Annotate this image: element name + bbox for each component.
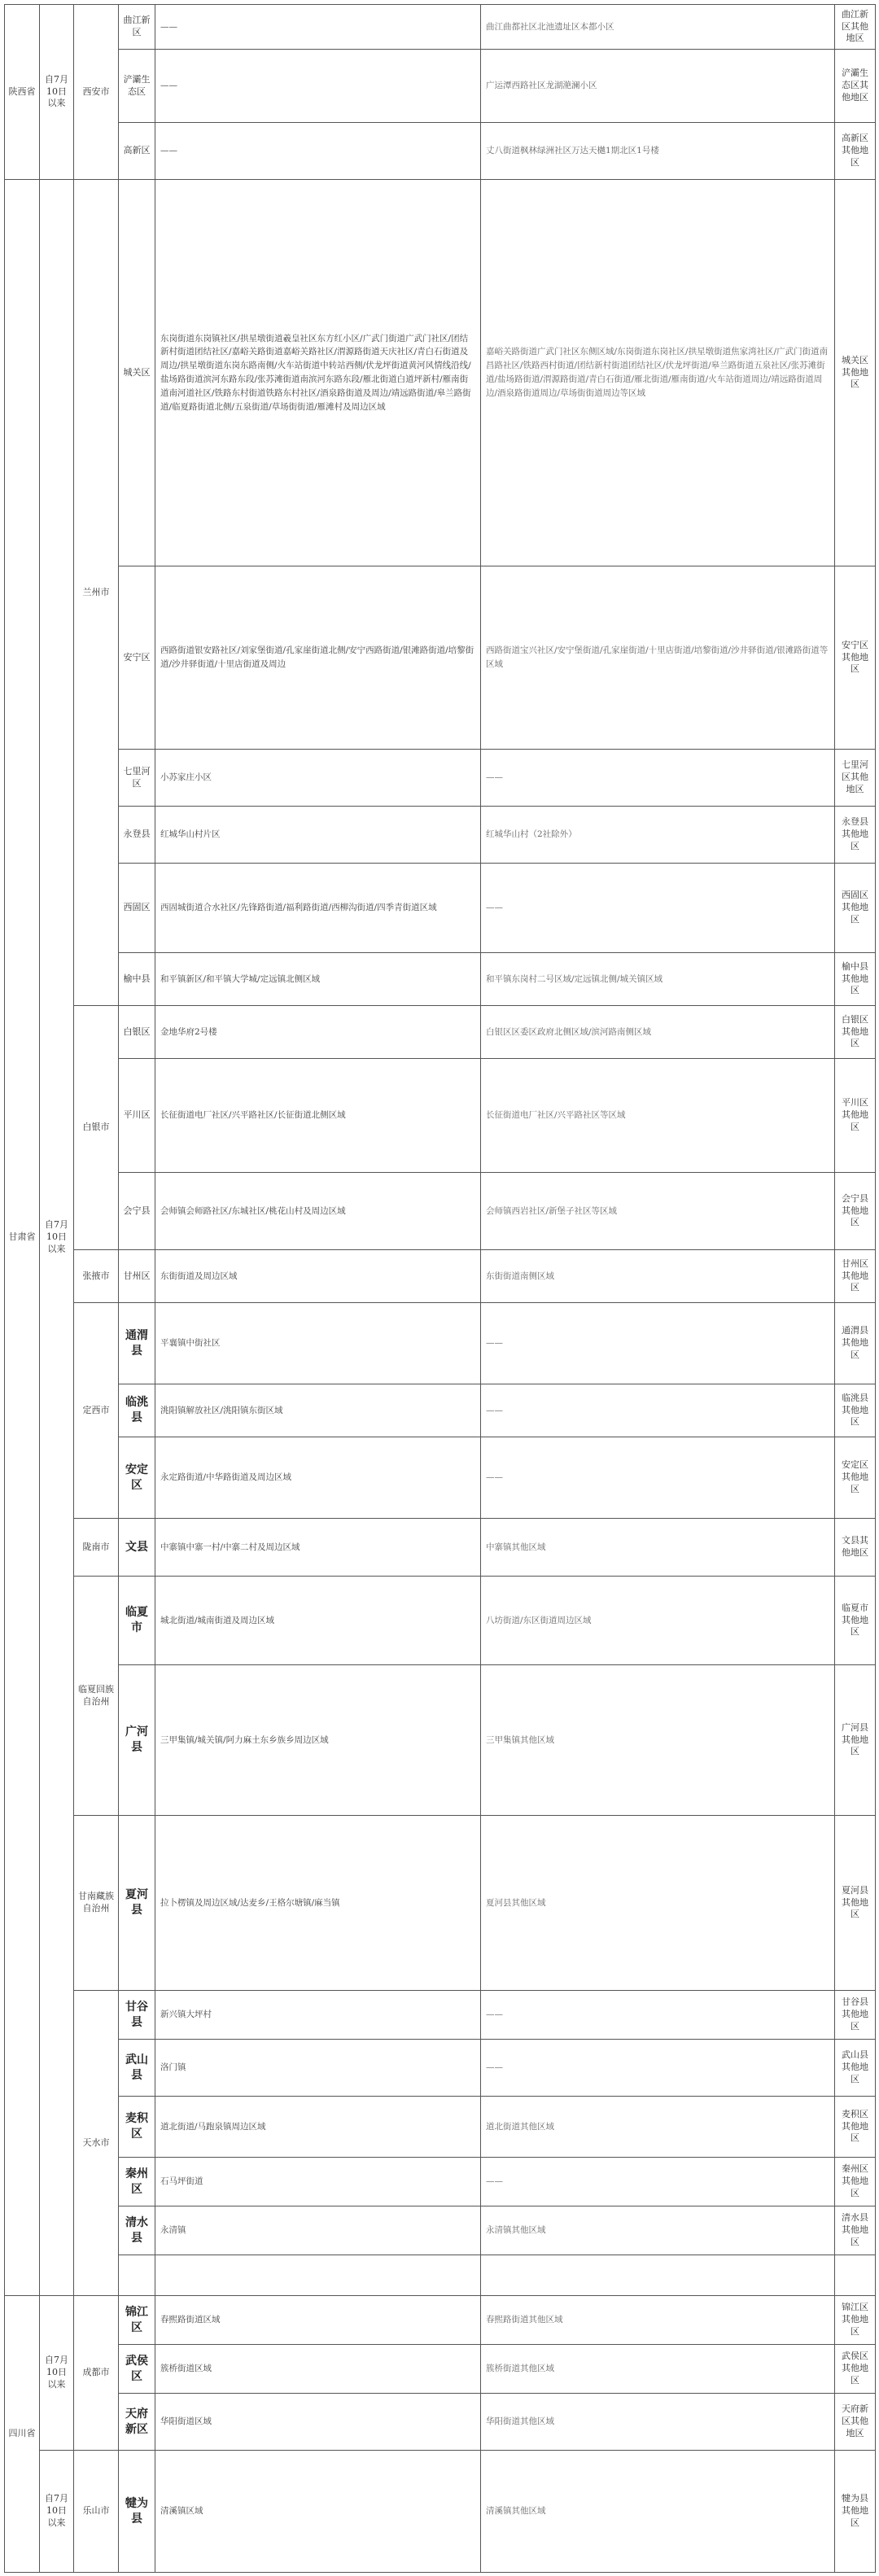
city-cell: 天水市 xyxy=(82,2136,110,2148)
low-risk-area-cell: 曲江新区其他地区 xyxy=(842,8,868,44)
medium-risk-area-text: 广运潭西路社区龙湖滟澜小区 xyxy=(486,81,597,91)
low-risk-area-cell: 城关区其他地区 xyxy=(842,354,868,390)
medium-risk-area-text: 华阳街道其他区域 xyxy=(486,2416,554,2427)
high-risk-area-text: 拉卜楞镇及周边区域/达麦乡/王格尔塘镇/麻当镇 xyxy=(160,1897,340,1908)
medium-risk-area-text: —— xyxy=(486,2176,503,2187)
low-risk-area-cell: 西固区其他地区 xyxy=(842,890,868,925)
city-cell: 临夏回族自治州 xyxy=(78,1683,114,1707)
medium-risk-area-text: 西路街道宝兴社区/安宁堡街道/孔家崖街道/十里店街道/培黎街道/沙井驿街道/银滩路街道等区域 xyxy=(486,645,829,669)
low-risk-area-cell: 通渭县其他地区 xyxy=(842,1325,868,1360)
medium-risk-area-text: 簇桥街道其他区域 xyxy=(486,2364,554,2374)
medium-risk-area-text: —— xyxy=(486,2062,503,2073)
district-cell: 安宁区 xyxy=(123,651,151,663)
province-cell: 四川省 xyxy=(8,2428,36,2439)
district-cell: 会宁县 xyxy=(123,1205,151,1216)
district-cell: 武山县 xyxy=(125,2053,148,2082)
district-cell: 秦州区 xyxy=(125,2167,148,2196)
district-cell: 浐灞生态区 xyxy=(123,73,151,97)
district-cell: 广河县 xyxy=(125,1725,148,1754)
medium-risk-area-text: 春熙路街道其他区域 xyxy=(486,2315,563,2325)
district-cell: 高新区 xyxy=(123,145,151,156)
high-risk-area-text: —— xyxy=(160,146,177,156)
district-cell: 夏河县 xyxy=(125,1888,148,1917)
medium-risk-area-text: 东街街道南侧区域 xyxy=(486,1271,554,1281)
time-range-cell: 自7月10日以来 xyxy=(45,2493,68,2528)
city-cell: 白银市 xyxy=(82,1122,110,1133)
district-cell: 麦积区 xyxy=(125,2112,148,2141)
district-cell: 曲江新区 xyxy=(123,15,151,37)
district-cell: 武侯区 xyxy=(125,2354,148,2383)
low-risk-area-cell: 麦积区其他地区 xyxy=(842,2108,868,2144)
time-range-cell: 自7月10日以来 xyxy=(45,1219,68,1254)
high-risk-area-text: 中寨镇中寨一村/中寨二村及周边区域 xyxy=(160,1542,300,1552)
high-risk-area-text: 西路街道银安路社区/刘家堡街道/孔家崖街道北侧/安宁西路街道/银滩路街道/培黎街道/沙井驿街道/十里店街道及周边 xyxy=(160,645,474,669)
low-risk-area-cell: 甘州区其他地区 xyxy=(842,1257,868,1293)
district-cell: 犍为县 xyxy=(125,2496,148,2526)
high-risk-area-text: 洛门镇 xyxy=(160,2062,186,2073)
high-risk-area-text: 西固城街道合水社区/先锋路街道/福利路街道/西柳沟街道/四季青街道区域 xyxy=(160,903,437,913)
district-cell: 文县 xyxy=(125,1540,148,1554)
medium-risk-area-text: —— xyxy=(486,1472,503,1483)
district-cell: 清水县 xyxy=(125,2215,148,2245)
low-risk-area-cell: 七里河区其他地区 xyxy=(842,759,868,794)
district-cell: 平川区 xyxy=(123,1109,151,1121)
district-cell: 榆中县 xyxy=(123,973,151,984)
high-risk-area-text: —— xyxy=(160,81,177,91)
low-risk-area-cell: 高新区其他地区 xyxy=(842,133,868,168)
medium-risk-area-text: 曲江曲都社区北池遗址区本都小区 xyxy=(486,21,614,32)
district-cell: 通渭县 xyxy=(125,1328,148,1358)
low-risk-area-cell: 临夏市其他地区 xyxy=(842,1602,868,1638)
district-cell: 永登县 xyxy=(123,829,151,840)
low-risk-area-cell: 夏河县其他地区 xyxy=(842,1884,868,1920)
low-risk-area-cell: 秦州区其他地区 xyxy=(842,2163,868,2198)
low-risk-area-cell: 榆中县其他地区 xyxy=(842,960,868,996)
medium-risk-area-text: —— xyxy=(486,1405,503,1415)
medium-risk-area-text: 红城华山村（2社除外） xyxy=(486,829,577,840)
medium-risk-area-text: 清溪镇其他区域 xyxy=(486,2506,546,2517)
low-risk-area-cell: 会宁县其他地区 xyxy=(842,1192,868,1228)
medium-risk-area-text: —— xyxy=(486,903,503,913)
low-risk-area-cell: 白银区其他地区 xyxy=(842,1013,868,1049)
city-cell: 乐山市 xyxy=(82,2505,110,2517)
low-risk-area-cell: 武侯区其他地区 xyxy=(842,2351,868,2386)
high-risk-area-text: 城北街道/城南街道及周边区域 xyxy=(160,1615,275,1625)
district-cell: 西固区 xyxy=(123,902,151,913)
high-risk-area-text: 小苏家庄小区 xyxy=(160,772,212,783)
province-cell: 甘肃省 xyxy=(8,1231,36,1243)
medium-risk-area-text: 八坊街道/东区街道周边区域 xyxy=(486,1615,592,1625)
low-risk-area-cell: 安宁区其他地区 xyxy=(842,639,868,675)
medium-risk-area-text: 丈八街道枫林绿洲社区万达天樾1期北区1号楼 xyxy=(486,146,659,156)
medium-risk-area-text: 和平镇东岗村二号区域/定远镇北侧/城关镇区域 xyxy=(486,973,663,984)
time-range-cell: 自7月10日以来 xyxy=(45,2355,68,2390)
low-risk-area-cell: 甘谷县其他地区 xyxy=(842,1997,868,2031)
medium-risk-area-text: 中寨镇其他区域 xyxy=(486,1542,546,1552)
high-risk-area-text: 道北街道/马跑泉镇周边区域 xyxy=(160,2121,266,2132)
city-cell: 陇南市 xyxy=(82,1541,110,1552)
high-risk-area-text: 红城华山村片区 xyxy=(160,829,221,840)
medium-risk-area-text: 三甲集镇其他区域 xyxy=(486,1734,554,1745)
high-risk-area-text: 三甲集镇/城关镇/阿力麻土东乡族乡周边区域 xyxy=(160,1734,329,1745)
city-cell: 西安市 xyxy=(82,85,110,97)
medium-risk-area-text: 会师镇西岩社区/新堡子社区等区域 xyxy=(486,1205,618,1216)
high-risk-area-text: 春熙路街道区域 xyxy=(160,2315,221,2325)
high-risk-area-text: 华阳街道区域 xyxy=(160,2416,212,2427)
high-risk-area-text: 东岗街道东岗镇社区/拱星墩街道羲皇社区东方红小区/广武门街道广武门社区/团结新村街道团结社区/嘉峪关路街道嘉峪关路社区/渭源路街道天庆社区/青白石街道及周边/拱星墩街道东岗东路南侧/火车站街道中转站西侧/伏龙坪街道黄河风情线沿线/盐场路街道滨河东路东段/张苏滩街道南滨河东路东段/雁北街道白道坪新村/雁南街道南河道社区/铁路东村街道铁路东村社区/酒泉路街道及周边/靖远路街道/皋兰路街道/临夏路街道北侧/五泉街道/草场街街道/雁滩村及周边区域 xyxy=(160,333,471,412)
low-risk-area-cell: 清水县其他地区 xyxy=(842,2212,868,2247)
low-risk-area-cell: 平川区其他地区 xyxy=(842,1097,868,1132)
medium-risk-area-text: —— xyxy=(486,2010,503,2020)
city-cell: 成都市 xyxy=(82,2367,110,2378)
high-risk-area-text: 和平镇新区/和平镇大学城/定远镇北侧区域 xyxy=(160,973,321,984)
high-risk-area-text: 石马坪街道 xyxy=(160,2176,203,2187)
low-risk-area-cell: 犍为县其他地区 xyxy=(842,2493,868,2528)
district-cell: 天府新区 xyxy=(125,2407,148,2436)
district-cell: 城关区 xyxy=(123,366,151,378)
city-cell: 甘南藏族自治州 xyxy=(78,1891,114,1913)
district-cell: 临洮县 xyxy=(125,1396,148,1424)
high-risk-area-text: 会师镇会师路社区/东城社区/桃花山村及周边区域 xyxy=(160,1205,346,1216)
city-cell: 定西市 xyxy=(82,1404,110,1415)
district-cell: 甘谷县 xyxy=(125,2000,148,2029)
province-cell: 陕西省 xyxy=(8,85,36,97)
district-cell: 甘州区 xyxy=(123,1270,151,1281)
high-risk-area-text: 永定路街道/中华路街道及周边区域 xyxy=(160,1472,292,1483)
low-risk-area-cell: 永登县其他地区 xyxy=(842,816,868,851)
time-range-cell: 自7月10日以来 xyxy=(45,73,68,109)
high-risk-area-text: 簇桥街道区域 xyxy=(160,2364,212,2374)
high-risk-area-text: 东街街道及周边区域 xyxy=(160,1271,238,1281)
district-cell: 白银区 xyxy=(123,1026,151,1037)
medium-risk-area-text: 白银区区委区政府北侧区域/滨河路南侧区域 xyxy=(486,1026,652,1037)
medium-risk-area-text: 嘉峪关路街道广武门社区东侧区域/东岗街道东岗社区/拱星墩街道焦家湾社区/广武门街道南昌路社区/铁路西村街道/团结新村街道团结社区/伏龙坪街道/皋兰路街道五泉社区/张苏滩街道/盐场路街道/渭源路街道/青白石街道/雁北街道/雁南街道/火车站街道周边/靖远路街道周边/酒泉路街道周边/草场街街道周边等区域 xyxy=(486,347,829,398)
high-risk-area-text: 金地华府2号楼 xyxy=(160,1026,217,1037)
low-risk-area-cell: 广河县其他地区 xyxy=(842,1721,868,1757)
district-cell: 安定区 xyxy=(125,1463,148,1492)
high-risk-area-text: 洮阳镇解放社区/洮阳镇东街区域 xyxy=(160,1405,283,1415)
medium-risk-area-text: 道北街道其他区域 xyxy=(486,2121,554,2132)
medium-risk-area-text: —— xyxy=(486,772,503,783)
medium-risk-area-text: —— xyxy=(486,1338,503,1349)
district-cell xyxy=(119,2255,155,2295)
medium-risk-area-text: 永清镇其他区域 xyxy=(486,2225,546,2236)
low-risk-area-cell: 文县其他地区 xyxy=(842,1535,868,1558)
high-risk-area-text: —— xyxy=(160,21,177,32)
medium-risk-area-text: 长征街道电厂社区/兴平路社区等区域 xyxy=(486,1110,626,1121)
table-border-bottom xyxy=(4,2572,876,2573)
low-risk-area-cell: 武山县其他地区 xyxy=(842,2049,868,2084)
medium-risk-area-text: 夏河县其他区域 xyxy=(486,1897,546,1908)
district-cell: 锦江区 xyxy=(125,2305,148,2334)
low-risk-area-cell: 浐灞生态区其他地区 xyxy=(842,68,868,103)
table-border-right xyxy=(875,4,876,2572)
high-risk-area-text: 清溪镇区域 xyxy=(160,2506,203,2517)
low-risk-area-cell: 天府新区其他地区 xyxy=(842,2403,868,2438)
low-risk-area-cell: 锦江区其他地区 xyxy=(842,2302,868,2337)
high-risk-area-text: 平襄镇中街社区 xyxy=(160,1338,221,1349)
high-risk-area-text: 永清镇 xyxy=(160,2225,186,2236)
low-risk-area-cell: 安定区其他地区 xyxy=(842,1459,868,1494)
high-risk-area-text: 长征街道电厂社区/兴平路社区/长征街道北侧区域 xyxy=(160,1110,346,1121)
low-risk-area-cell: 临洮县其他地区 xyxy=(842,1392,868,1428)
city-cell: 张掖市 xyxy=(82,1270,110,1281)
district-cell: 临夏市 xyxy=(125,1606,148,1634)
city-cell: 兰州市 xyxy=(82,586,110,597)
district-cell: 七里河区 xyxy=(123,765,151,789)
high-risk-area-text: 新兴镇大坪村 xyxy=(160,2010,212,2020)
